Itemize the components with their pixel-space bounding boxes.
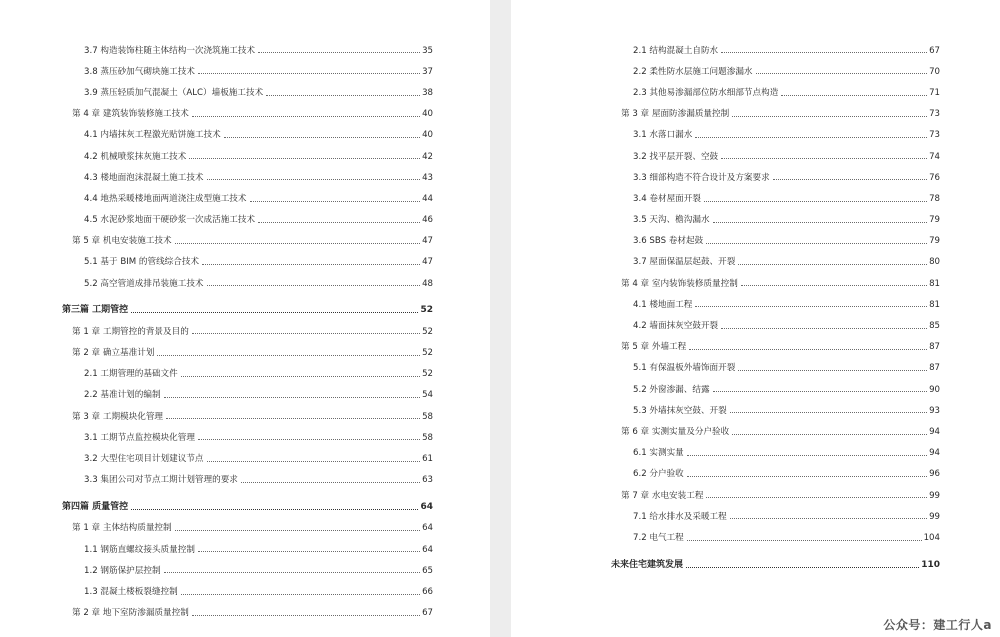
toc-leader-dots bbox=[202, 264, 420, 265]
toc-entry-page: 52 bbox=[422, 369, 433, 380]
toc-entry-page: 67 bbox=[929, 45, 940, 56]
toc-leader-dots bbox=[732, 116, 927, 117]
toc-entry[interactable] bbox=[62, 162, 433, 183]
toc-entry[interactable] bbox=[611, 183, 940, 204]
toc-entry-page: 94 bbox=[929, 448, 940, 459]
toc-leader-dots bbox=[131, 312, 418, 313]
toc-entry-page: 38 bbox=[422, 87, 433, 98]
toc-entry-title: 7.2 电气工程 bbox=[633, 532, 684, 543]
toc-entry-page: 79 bbox=[929, 236, 940, 247]
toc-entry-title: 3.8 蒸压砂加气砌块施工技术 bbox=[84, 66, 195, 77]
toc-entry[interactable] bbox=[62, 380, 433, 401]
toc-entry-page: 61 bbox=[422, 453, 433, 464]
toc-entry-page: 48 bbox=[422, 278, 433, 289]
toc-entry-title: 3.9 蒸压轻质加气混凝土（ALC）墙板施工技术 bbox=[84, 87, 264, 98]
toc-entry-title: 4.2 机械喷浆抹灰施工技术 bbox=[84, 151, 187, 162]
toc-entry[interactable] bbox=[62, 120, 433, 141]
toc-leader-dots bbox=[738, 370, 927, 371]
toc-entry[interactable] bbox=[62, 247, 433, 268]
toc-leader-dots bbox=[181, 594, 420, 595]
toc-entry-page: 81 bbox=[929, 299, 940, 310]
toc-leader-dots bbox=[250, 201, 421, 202]
toc-entry[interactable] bbox=[62, 465, 433, 486]
toc-entry-page: 64 bbox=[422, 523, 433, 534]
toc-entry-title: 第 5 章 机电安装施工技术 bbox=[72, 236, 172, 247]
toc-entry[interactable] bbox=[62, 513, 433, 534]
toc-entry-title: 4.1 内墙抹灰工程激光贴饼施工技术 bbox=[84, 130, 221, 141]
toc-entry-page: 63 bbox=[422, 475, 433, 486]
toc-leader-dots bbox=[258, 52, 420, 53]
toc-entry-page: 93 bbox=[929, 405, 940, 416]
toc-entry-title: 2.3 其他易渗漏部位防水细部节点构造 bbox=[633, 87, 779, 98]
toc-leader-dots bbox=[721, 52, 927, 53]
toc-entry-title: 4.2 墙面抹灰空鼓开裂 bbox=[633, 321, 719, 332]
toc-leader-dots bbox=[706, 497, 927, 498]
toc-leader-dots bbox=[189, 158, 420, 159]
toc-entry[interactable] bbox=[62, 141, 433, 162]
toc-entry-page: 87 bbox=[929, 342, 940, 353]
toc-entry-page: 87 bbox=[929, 363, 940, 374]
toc-entry-title: 3.7 构造装饰柱随主体结构一次浇筑施工技术 bbox=[84, 45, 256, 56]
toc-entry-title: 第 5 章 外墙工程 bbox=[621, 342, 687, 353]
toc-entry-page: 66 bbox=[422, 586, 433, 597]
toc-entry-page: 42 bbox=[422, 151, 433, 162]
toc-leader-dots bbox=[198, 73, 420, 74]
toc-leader-dots bbox=[706, 243, 927, 244]
toc-leader-dots bbox=[207, 461, 421, 462]
toc-entry-page: 76 bbox=[929, 172, 940, 183]
toc-entry-title: 2.2 柔性防水层施工问题渗漏水 bbox=[633, 66, 753, 77]
toc-entry[interactable] bbox=[611, 247, 940, 268]
toc-entry-page: 46 bbox=[422, 215, 433, 226]
toc-leader-dots bbox=[157, 355, 420, 356]
toc-leader-dots bbox=[166, 418, 420, 419]
toc-entry-page: 71 bbox=[929, 87, 940, 98]
toc-leader-dots bbox=[781, 95, 927, 96]
toc-entry-title: 5.1 基于 BIM 的管线综合技术 bbox=[84, 257, 200, 268]
toc-entry-title: 6.2 分户验收 bbox=[633, 469, 684, 480]
toc-entry-title: 第四篇 质量管控 bbox=[62, 501, 129, 512]
toc-entry[interactable] bbox=[611, 77, 940, 98]
toc-leader-dots bbox=[721, 328, 927, 329]
toc-entry-title: 3.4 卷材屋面开裂 bbox=[633, 193, 701, 204]
toc-entry-title: 1.3 混凝土楼板裂缝控制 bbox=[84, 586, 178, 597]
toc-entry-page: 43 bbox=[422, 172, 433, 183]
toc-entry[interactable] bbox=[62, 534, 433, 555]
toc-entry-title: 第三篇 工期管控 bbox=[62, 305, 129, 316]
toc-entry[interactable] bbox=[611, 353, 940, 374]
toc-entry-title: 第 1 章 工期管控的背景及目的 bbox=[72, 326, 189, 337]
toc-entry-page: 54 bbox=[422, 390, 433, 401]
toc-entry-title: 3.1 水落口漏水 bbox=[633, 130, 693, 141]
toc-entry-title: 4.1 楼地面工程 bbox=[633, 299, 693, 310]
toc-entry-title: 第 2 章 地下室防渗漏质量控制 bbox=[72, 608, 189, 619]
toc-leader-dots bbox=[721, 158, 927, 159]
toc-leader-dots bbox=[695, 306, 927, 307]
toc-entry[interactable] bbox=[611, 205, 940, 226]
toc-entry-page: 44 bbox=[422, 193, 433, 204]
toc-entry-page: 70 bbox=[929, 66, 940, 77]
toc-entry-title: 第 4 章 建筑装饰装修施工技术 bbox=[72, 109, 189, 120]
toc-entry-page: 73 bbox=[929, 130, 940, 141]
toc-leader-dots bbox=[773, 179, 927, 180]
toc-entry-page: 74 bbox=[929, 151, 940, 162]
toc-entry[interactable] bbox=[62, 268, 433, 289]
toc-entry[interactable] bbox=[62, 555, 433, 576]
toc-entry-page: 81 bbox=[929, 278, 940, 289]
toc-entry-title: 第 2 章 确立基准计划 bbox=[72, 348, 155, 359]
toc-leader-dots bbox=[738, 264, 927, 265]
toc-entry[interactable] bbox=[611, 459, 940, 480]
toc-entry-page: 99 bbox=[929, 490, 940, 501]
toc-entry-title: 第 3 章 屋面防渗漏质量控制 bbox=[621, 109, 730, 120]
toc-entry[interactable] bbox=[62, 401, 433, 422]
toc-entry[interactable] bbox=[62, 289, 433, 316]
toc-entry-page: 73 bbox=[929, 109, 940, 120]
toc-leader-dots bbox=[164, 572, 421, 573]
toc-entry-page: 110 bbox=[921, 559, 940, 570]
toc-entry[interactable] bbox=[62, 226, 433, 247]
toc-entry-page: 58 bbox=[422, 411, 433, 422]
toc-leader-dots bbox=[175, 243, 420, 244]
toc-leader-dots bbox=[266, 95, 420, 96]
toc-entry-title: 3.6 SBS 卷材起鼓 bbox=[633, 236, 704, 247]
toc-entry[interactable] bbox=[62, 35, 433, 56]
toc-page-right bbox=[511, 0, 1000, 637]
toc-entry-title: 3.5 天沟、檐沟漏水 bbox=[633, 215, 710, 226]
toc-entry[interactable] bbox=[62, 422, 433, 443]
toc-entry[interactable] bbox=[62, 183, 433, 204]
toc-leader-dots bbox=[131, 509, 418, 510]
toc-entry[interactable] bbox=[62, 205, 433, 226]
toc-leader-dots bbox=[181, 376, 420, 377]
toc-entry[interactable] bbox=[611, 226, 940, 247]
toc-entry[interactable] bbox=[62, 443, 433, 464]
toc-entry-title: 7.1 给水排水及采暖工程 bbox=[633, 511, 727, 522]
toc-leader-dots bbox=[687, 476, 927, 477]
toc-leader-dots bbox=[689, 349, 927, 350]
toc-entry[interactable] bbox=[611, 480, 940, 501]
toc-entry[interactable] bbox=[62, 598, 433, 619]
toc-entry-page: 94 bbox=[929, 426, 940, 437]
toc-leader-dots bbox=[732, 434, 927, 435]
toc-entry-page: 52 bbox=[422, 326, 433, 337]
toc-entry[interactable] bbox=[62, 337, 433, 358]
toc-leader-dots bbox=[756, 73, 928, 74]
toc-entry[interactable] bbox=[611, 395, 940, 416]
toc-leader-dots bbox=[704, 201, 927, 202]
toc-entry[interactable] bbox=[62, 316, 433, 337]
toc-leader-dots bbox=[730, 518, 927, 519]
toc-leader-dots bbox=[713, 222, 928, 223]
toc-entry[interactable] bbox=[611, 289, 940, 310]
toc-entry-title: 未来住宅建筑发展 bbox=[611, 559, 684, 570]
toc-entry[interactable] bbox=[611, 544, 940, 571]
toc-leader-dots bbox=[207, 285, 421, 286]
toc-entry[interactable] bbox=[62, 359, 433, 380]
page-gutter bbox=[490, 0, 511, 637]
toc-entry-page: 52 bbox=[422, 348, 433, 359]
toc-entry-title: 2.1 工期管理的基础文件 bbox=[84, 369, 178, 380]
toc-leader-dots bbox=[687, 455, 927, 456]
toc-entry-title: 4.4 地热采暖楼地面两道浇注成型施工技术 bbox=[84, 193, 247, 204]
toc-leader-dots bbox=[192, 333, 420, 334]
toc-entry-page: 47 bbox=[422, 236, 433, 247]
toc-entry[interactable] bbox=[611, 99, 940, 120]
toc-leader-dots bbox=[175, 530, 420, 531]
toc-entry-title: 3.3 集团公司对节点工期计划管理的要求 bbox=[84, 475, 238, 486]
toc-leader-dots bbox=[730, 412, 927, 413]
toc-entry-page: 96 bbox=[929, 469, 940, 480]
toc-entry-title: 3.2 大型住宅项目计划建议节点 bbox=[84, 453, 204, 464]
toc-entry-page: 35 bbox=[422, 45, 433, 56]
toc-leader-dots bbox=[687, 540, 922, 541]
toc-leader-dots bbox=[686, 567, 919, 568]
toc-entry-title: 6.1 实测实量 bbox=[633, 448, 684, 459]
toc-entry-page: 99 bbox=[929, 511, 940, 522]
toc-entry[interactable] bbox=[611, 374, 940, 395]
toc-entry-title: 5.2 高空管道成排吊装施工技术 bbox=[84, 278, 204, 289]
toc-entry-title: 3.7 屋面保温层起鼓、开裂 bbox=[633, 257, 736, 268]
toc-entry-page: 37 bbox=[422, 66, 433, 77]
toc-leader-dots bbox=[713, 391, 928, 392]
toc-entry-page: 65 bbox=[422, 565, 433, 576]
toc-entry[interactable] bbox=[62, 99, 433, 120]
toc-entry-title: 5.2 外窗渗漏、结露 bbox=[633, 384, 710, 395]
toc-entry-title: 1.1 钢筋直螺纹接头质量控制 bbox=[84, 544, 195, 555]
toc-entry-title: 4.5 水泥砂浆地面干硬砂浆一次成活施工技术 bbox=[84, 215, 256, 226]
toc-entry[interactable] bbox=[611, 141, 940, 162]
toc-entry-page: 67 bbox=[422, 608, 433, 619]
toc-entry-title: 第 6 章 实测实量及分户验收 bbox=[621, 426, 730, 437]
toc-entry-page: 47 bbox=[422, 257, 433, 268]
toc-leader-dots bbox=[192, 615, 420, 616]
toc-entry-page: 85 bbox=[929, 321, 940, 332]
toc-page-left bbox=[0, 0, 490, 637]
toc-entry-page: 104 bbox=[923, 532, 940, 543]
toc-entry[interactable] bbox=[611, 501, 940, 522]
toc-entry[interactable] bbox=[62, 576, 433, 597]
toc-entry-title: 第 7 章 水电安装工程 bbox=[621, 490, 704, 501]
toc-entry-page: 64 bbox=[422, 544, 433, 555]
toc-entry[interactable] bbox=[611, 438, 940, 459]
toc-entry-page: 58 bbox=[422, 432, 433, 443]
toc-leader-dots bbox=[164, 397, 421, 398]
watermark: 公众号：建工行人a bbox=[883, 618, 992, 632]
toc-entry[interactable] bbox=[611, 120, 940, 141]
toc-leader-dots bbox=[241, 482, 420, 483]
toc-entry[interactable] bbox=[611, 268, 940, 289]
toc-entry[interactable] bbox=[62, 77, 433, 98]
toc-entry[interactable] bbox=[611, 310, 940, 331]
toc-leader-dots bbox=[207, 179, 421, 180]
toc-leader-dots bbox=[198, 439, 420, 440]
toc-entry-title: 2.2 基准计划的编制 bbox=[84, 390, 161, 401]
toc-entry-title: 5.3 外墙抹灰空鼓、开裂 bbox=[633, 405, 727, 416]
toc-entry[interactable] bbox=[611, 332, 940, 353]
toc-leader-dots bbox=[224, 137, 420, 138]
toc-entry[interactable] bbox=[611, 56, 940, 77]
toc-entry[interactable] bbox=[611, 416, 940, 437]
toc-entry-page: 64 bbox=[420, 501, 433, 512]
toc-entry-title: 第 4 章 室内装饰装修质量控制 bbox=[621, 278, 738, 289]
toc-entry-page: 40 bbox=[422, 109, 433, 120]
toc-entry[interactable] bbox=[611, 162, 940, 183]
toc-entry-title: 1.2 钢筋保护层控制 bbox=[84, 565, 161, 576]
toc-entry[interactable] bbox=[611, 522, 940, 543]
toc-entry-page: 52 bbox=[420, 305, 433, 316]
toc-entry-page: 79 bbox=[929, 215, 940, 226]
toc-entry-title: 2.1 结构混凝土自防水 bbox=[633, 45, 719, 56]
toc-entry-title: 3.3 细部构造不符合设计及方案要求 bbox=[633, 172, 770, 183]
toc-entry[interactable] bbox=[62, 486, 433, 513]
toc-entry-title: 3.1 工期节点监控模块化管理 bbox=[84, 432, 195, 443]
toc-entry-title: 4.3 楼地面泡沫混凝土施工技术 bbox=[84, 172, 204, 183]
toc-entry-page: 90 bbox=[929, 384, 940, 395]
toc-entry-title: 3.2 找平层开裂、空鼓 bbox=[633, 151, 719, 162]
toc-entry-title: 第 3 章 工期模块化管理 bbox=[72, 411, 164, 422]
toc-leader-dots bbox=[258, 222, 420, 223]
toc-leader-dots bbox=[695, 137, 927, 138]
toc-leader-dots bbox=[741, 285, 927, 286]
toc-entry-page: 40 bbox=[422, 130, 433, 141]
toc-entry-page: 80 bbox=[929, 257, 940, 268]
toc-entry-page: 78 bbox=[929, 193, 940, 204]
toc-leader-dots bbox=[192, 116, 420, 117]
toc-entry[interactable] bbox=[62, 56, 433, 77]
toc-entry[interactable] bbox=[611, 35, 940, 56]
toc-entry-title: 5.1 有保温板外墙饰面开裂 bbox=[633, 363, 736, 374]
toc-leader-dots bbox=[198, 551, 420, 552]
toc-entry-title: 第 1 章 主体结构质量控制 bbox=[72, 523, 172, 534]
